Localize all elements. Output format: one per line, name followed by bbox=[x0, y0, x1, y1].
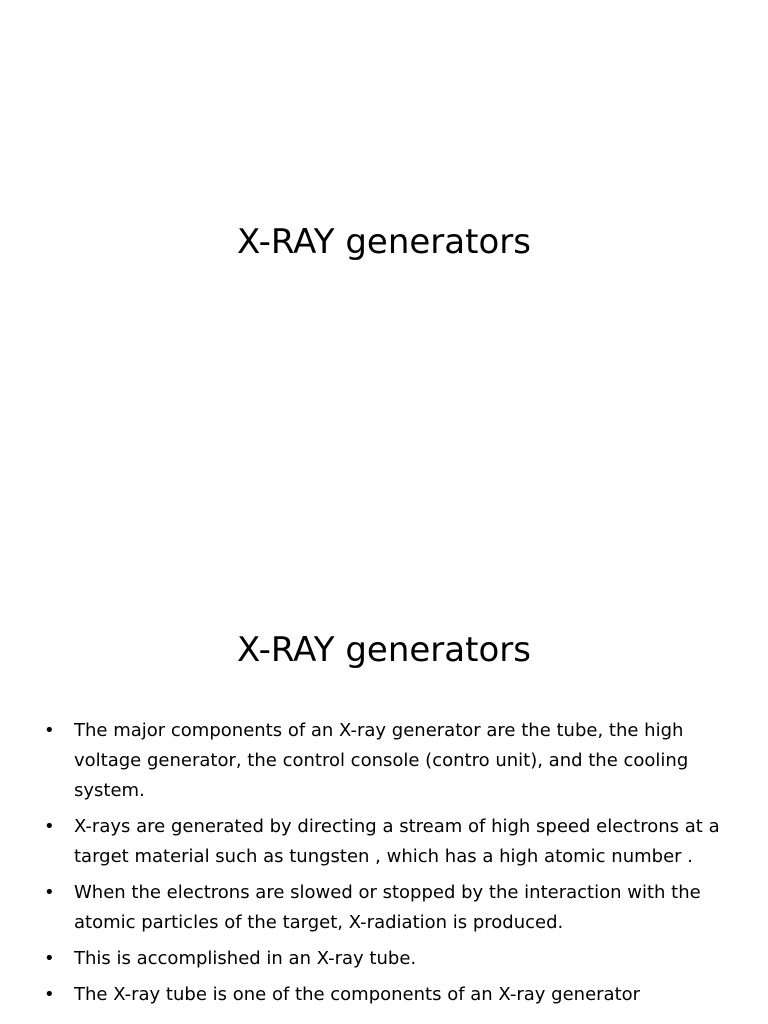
bullet-item bbox=[44, 716, 744, 806]
bullet-item bbox=[44, 944, 744, 974]
bullet-icon: • bbox=[44, 816, 55, 837]
slide-title: X-RAY generators bbox=[237, 222, 531, 262]
bullet-text: This is accomplished in an X-ray tube. bbox=[74, 948, 417, 969]
bullet-text: When the electrons are slowed or stopped by the interaction with the atomic particles of the target, X-radiation is produced. bbox=[74, 882, 701, 933]
bullet-text: The major components of an X-ray generator are the tube, the high voltage generator, the control console (contro unit), and the cooling system. bbox=[74, 720, 689, 801]
bullet-item bbox=[44, 812, 744, 872]
bullet-icon: • bbox=[44, 882, 55, 903]
bullet-icon: • bbox=[44, 984, 55, 1005]
bullet-icon: • bbox=[44, 948, 55, 969]
slide-title: X-RAY generators bbox=[237, 630, 531, 670]
bullet-text: The X-ray tube is one of the components of an X-ray generator bbox=[74, 984, 641, 1005]
content-slide bbox=[0, 576, 768, 1024]
bullet-list bbox=[44, 716, 744, 1016]
bullet-text: X-rays are generated by directing a stream of high speed electrons at a target material such as tungsten , which has a high atomic number . bbox=[74, 816, 720, 867]
bullet-icon: • bbox=[44, 720, 55, 741]
bullet-item bbox=[44, 980, 744, 1010]
bullet-item bbox=[44, 878, 744, 938]
